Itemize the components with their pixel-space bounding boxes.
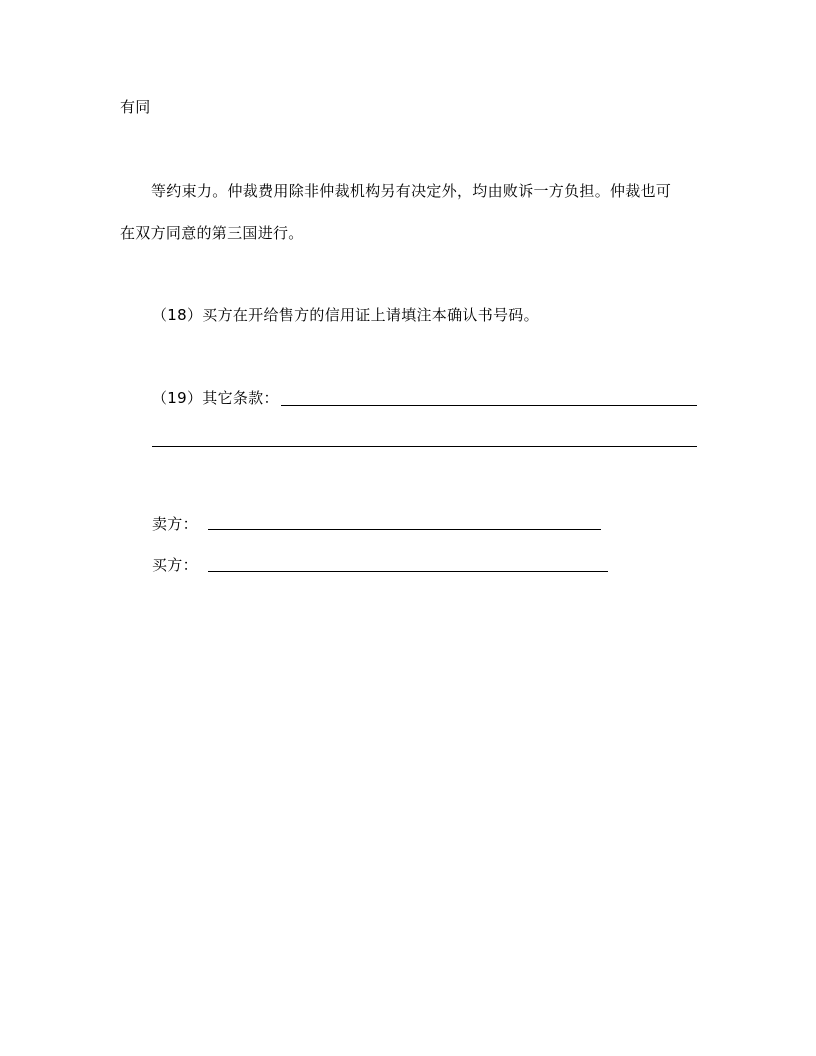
seller-signature-line[interactable] <box>208 529 601 530</box>
clause-19-label: （19）其它条款： <box>152 389 279 407</box>
arbitration-paragraph-line-1: 等约束力。仲裁费用除非仲裁机构另有决定外，均由败诉一方负担。仲裁也可 <box>151 182 672 200</box>
other-terms-blank-line-2[interactable] <box>152 446 697 447</box>
seller-label: 卖方： <box>152 515 198 533</box>
clause-18: （18）买方在开给售方的信用证上请填注本确认书号码。 <box>152 306 539 324</box>
heading-fragment: 有同 <box>120 98 151 116</box>
other-terms-blank-line-1[interactable] <box>281 405 697 406</box>
buyer-signature-line[interactable] <box>208 571 608 572</box>
buyer-label: 买方： <box>152 556 198 574</box>
arbitration-paragraph-line-2: 在双方同意的第三国进行。 <box>120 224 304 242</box>
